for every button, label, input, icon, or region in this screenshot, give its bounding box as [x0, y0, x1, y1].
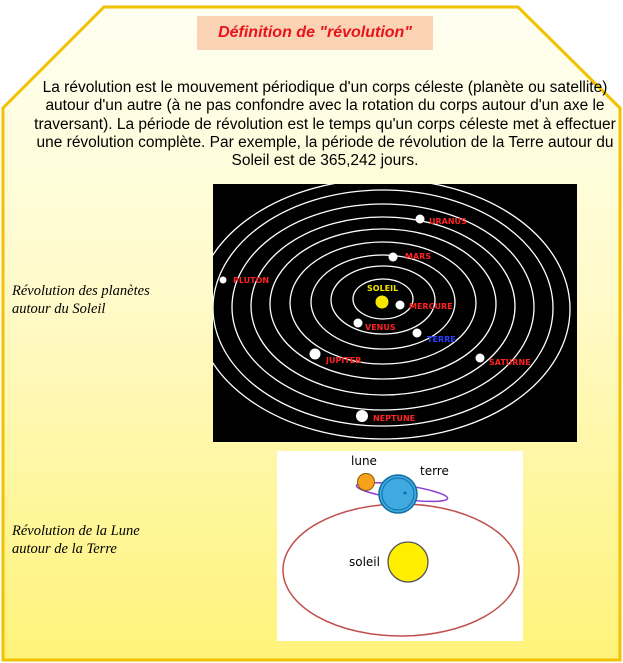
sun-icon	[388, 542, 428, 582]
moon-icon	[358, 474, 375, 491]
sun-icon	[376, 296, 389, 309]
neptune-planet	[356, 410, 368, 422]
orbits	[213, 184, 570, 439]
label-soleil-diagram: soleil	[349, 555, 380, 569]
label-mars: MARS	[405, 252, 432, 261]
venus-planet	[354, 319, 363, 328]
planets-caption-line2: autour du Soleil	[12, 301, 106, 317]
moon-caption	[12, 522, 202, 558]
moon-earth-sun-diagram	[277, 451, 523, 641]
moon-caption-line1: Révolution de la Lune	[12, 523, 140, 539]
label-terre: TERRE	[427, 335, 456, 344]
planets-caption	[12, 282, 202, 318]
earth-axis-dot	[404, 492, 407, 495]
intro-paragraph: La révolution est le mouvement périodique d'un corps céleste (planète ou satellite) autour d'un autre (à ne pas confondre avec la rotation du corps autour d'un axe le traversant). La période de révolution est le temps qu'un corps céleste met à effectuer une révolution complète. Par exemple, la période de révolution de la Terre autour du Soleil est de 365,242 jours.	[34, 79, 616, 170]
uranus-planet	[416, 215, 425, 224]
solar-system-diagram	[213, 184, 577, 442]
label-mercure: MERCURE	[409, 302, 453, 311]
label-jupiter: JUPITER	[326, 356, 362, 365]
jupiter-planet	[310, 349, 321, 360]
earth-icon	[379, 475, 417, 513]
page-title: Définition de "révolution"	[197, 16, 433, 50]
terre-planet	[413, 329, 422, 338]
planets-caption-line1: Révolution des planètes	[12, 283, 150, 299]
label-lune: lune	[351, 454, 377, 468]
moon-caption-line2: autour de la Terre	[12, 541, 117, 557]
saturne-planet	[476, 354, 485, 363]
mercure-planet	[396, 301, 405, 310]
label-saturne: SATURNE	[489, 358, 531, 367]
label-uranus: URANUS	[429, 217, 467, 226]
mars-planet	[389, 253, 398, 262]
pluton-planet	[220, 277, 227, 284]
label-venus: VENUS	[365, 323, 396, 332]
label-terre-diagram: terre	[420, 464, 449, 478]
label-neptune: NEPTUNE	[373, 414, 416, 423]
label-pluton: PLUTON	[233, 276, 270, 285]
label-soleil: SOLEIL	[367, 284, 399, 293]
